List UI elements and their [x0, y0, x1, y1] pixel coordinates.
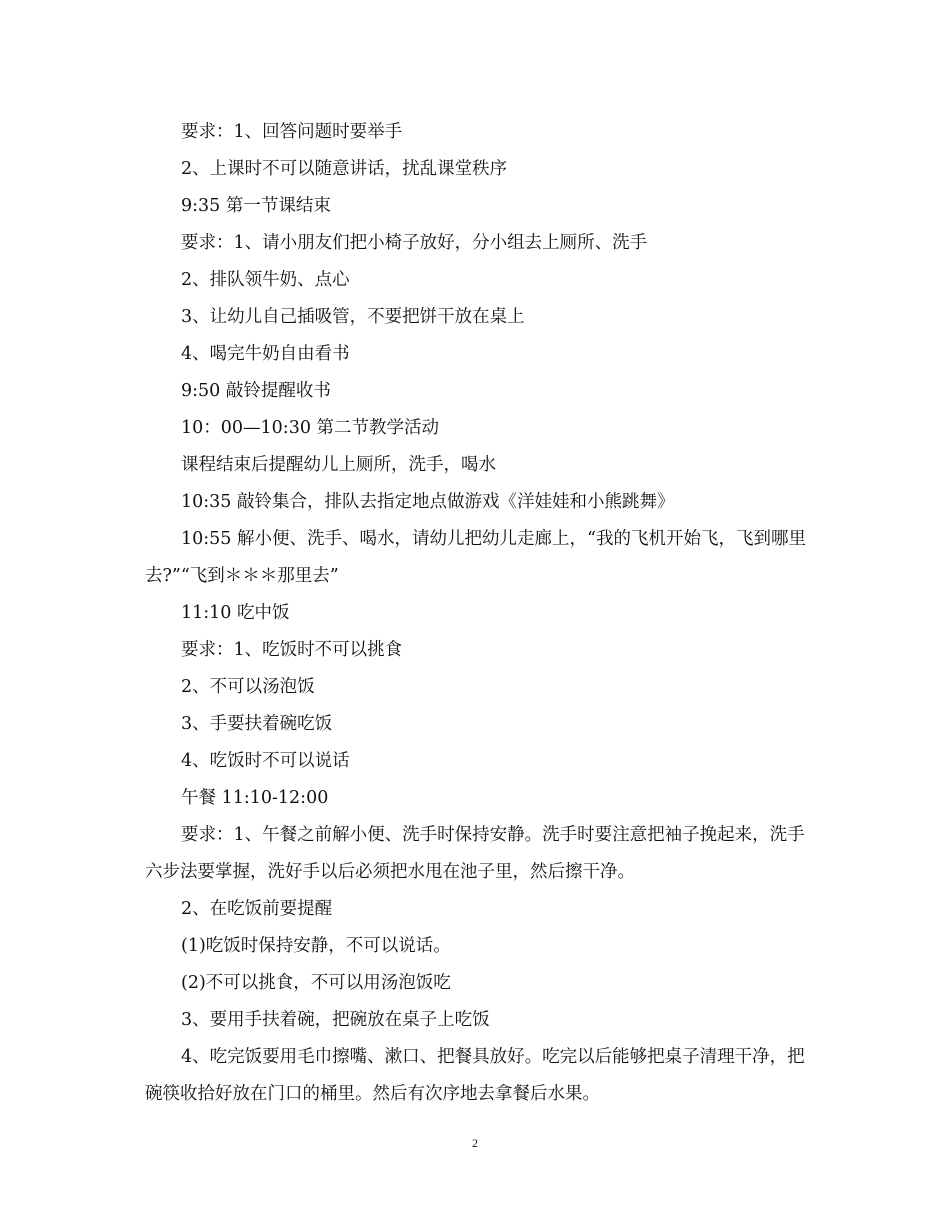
paragraph: 4、吃完饭要用毛巾擦嘴、漱口、把餐具放好。吃完以后能够把桌子清理干净，把碗筷收拾好放在门口的桶里。然后有次序地去拿餐后水果。 [145, 1047, 805, 1104]
paragraph: 9:50 敲铃提醒收书 [181, 381, 331, 401]
paragraph: 要求：1、请小朋友们把小椅子放好，分小组去上厕所、洗手 [181, 233, 648, 253]
document-body [145, 114, 807, 1113]
paragraph: 2、上课时不可以随意讲话，扰乱课堂秩序 [181, 159, 508, 179]
paragraph: 要求：1、吃饭时不可以挑食 [181, 640, 403, 660]
paragraph: 2、排队领牛奶、点心 [181, 270, 350, 290]
paragraph: 要求：1、午餐之前解小便、洗手时保持安静。洗手时要注意把袖子挽起来，洗手六步法要掌握，洗好手以后必须把水甩在池子里，然后擦干净。 [145, 825, 805, 882]
paragraph: 3、要用手扶着碗，把碗放在桌子上吃饭 [181, 1010, 490, 1030]
paragraph: (1)吃饭时保持安静，不可以说话。 [181, 936, 451, 956]
paragraph: 10:55 解小便、洗手、喝水，请幼儿把幼儿走廊上，“我的飞机开始飞，飞到哪里去?”“飞到＊＊＊那里去” [145, 529, 806, 586]
paragraph: 10：00—10:30 第二节教学活动 [181, 418, 440, 438]
page-number: 2 [472, 1136, 478, 1150]
paragraph: 2、在吃饭前要提醒 [181, 899, 333, 919]
paragraph: 3、手要扶着碗吃饭 [181, 714, 333, 734]
paragraph: (2)不可以挑食，不可以用汤泡饭吃 [181, 973, 451, 993]
paragraph: 要求：1、回答问题时要举手 [181, 122, 403, 142]
paragraph: 10:35 敲铃集合，排队去指定地点做游戏《洋娃娃和小熊跳舞》 [181, 492, 675, 512]
paragraph: 9:35 第一节课结束 [181, 196, 331, 216]
paragraph: 4、吃饭时不可以说话 [181, 751, 350, 771]
paragraph: 午餐 11:10-12:00 [181, 788, 329, 808]
paragraph: 2、不可以汤泡饭 [181, 677, 315, 697]
paragraph: 课程结束后提醒幼儿上厕所，洗手，喝水 [181, 455, 496, 475]
paragraph: 4、喝完牛奶自由看书 [181, 344, 350, 364]
paragraph: 11:10 吃中饭 [181, 603, 290, 623]
paragraph: 3、让幼儿自己插吸管，不要把饼干放在桌上 [181, 307, 525, 327]
